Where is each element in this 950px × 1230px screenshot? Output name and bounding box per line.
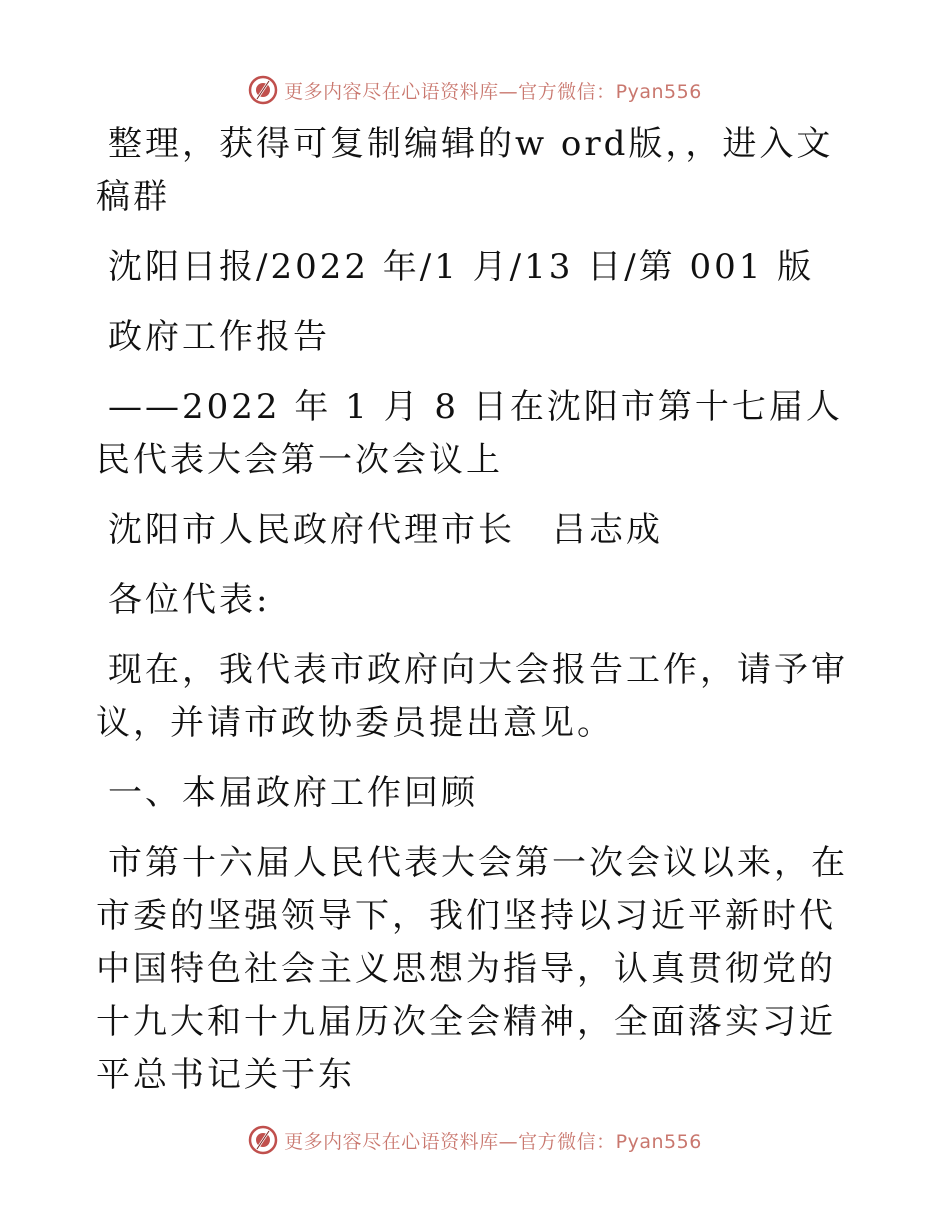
paragraph-body: 市第十六届人民代表大会第一次会议以来，在市委的坚强领导下，我们坚持以习近平新时代中国特色社会主义思想为指导，认真贯彻党的十九大和十九届历次全会精神，全面落实习近平总书记关于东 <box>96 843 848 1095</box>
paragraph-intro: 现在，我代表市政府向大会报告工作，请予审议，并请市政协委员提出意见。 <box>96 650 848 743</box>
banner-text: 更多内容尽在心语资料库—官方微信：Pyan556 <box>284 80 702 103</box>
paragraph-source: 沈阳日报/2022 年/1 月/13 日/第 001 版 <box>108 247 815 287</box>
banner-text: 更多内容尽在心语资料库—官方微信：Pyan556 <box>284 1130 702 1153</box>
section-heading: 一、本届政府工作回顾 <box>108 773 478 813</box>
salutation: 各位代表: <box>108 580 271 620</box>
document-title: 政府工作报告 <box>108 317 330 357</box>
header-banner <box>0 70 950 110</box>
pen-logo-icon <box>248 1125 278 1155</box>
document-body <box>96 118 856 1102</box>
pen-logo-icon <box>248 75 278 105</box>
footer-banner <box>0 1120 950 1160</box>
document-subtitle: ——2022 年 1 月 8 日在沈阳市第十七届人民代表大会第一次会议上 <box>96 387 843 480</box>
paragraph-instructions: 整理，获得可复制编辑的w ord版，，进入文稿群 <box>96 124 834 217</box>
document-author: 沈阳市人民政府代理市长 吕志成 <box>108 510 663 550</box>
